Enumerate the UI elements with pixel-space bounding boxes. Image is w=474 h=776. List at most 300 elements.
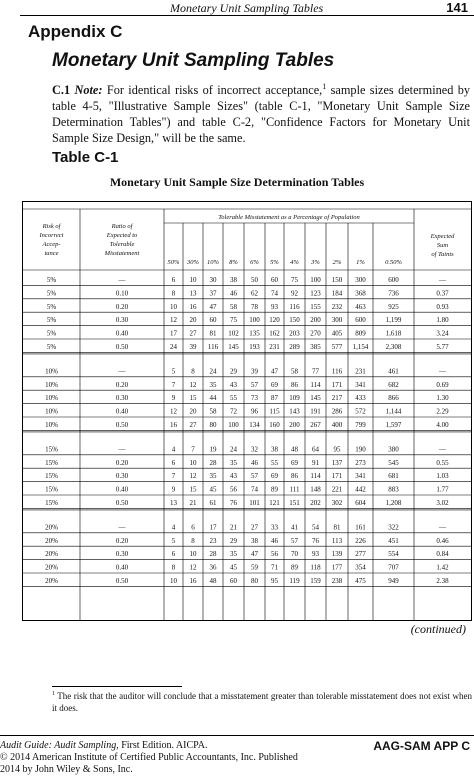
running-title: Monetary Unit Sampling Tables bbox=[170, 1, 324, 15]
cell-sample-size: 600 bbox=[355, 316, 366, 325]
cell-sample-size: 35 bbox=[230, 458, 237, 467]
cell-sample-size: 12 bbox=[170, 407, 177, 416]
cell-sample-size: 10 bbox=[170, 577, 177, 585]
cell-sample-size: 69 bbox=[291, 458, 298, 467]
cell-sample-size: 47 bbox=[271, 367, 278, 376]
cell-sample-size: 200 bbox=[289, 421, 300, 429]
cell-sample-size: 302 bbox=[331, 499, 343, 507]
page-number: 141 bbox=[446, 0, 468, 15]
page-title: Monetary Unit Sampling Tables bbox=[52, 50, 335, 71]
cell-sample-size: 4 bbox=[171, 445, 176, 454]
cell-sample-size: 682 bbox=[388, 380, 399, 389]
cell-sample-size: 12 bbox=[189, 563, 197, 572]
cell-taints: 4.00 bbox=[436, 421, 449, 429]
cell-sample-size: 35 bbox=[209, 380, 217, 389]
cell-taints: 2.38 bbox=[436, 577, 449, 585]
cell-sample-size: 143 bbox=[289, 407, 300, 416]
cell-sample-size: 10 bbox=[189, 550, 197, 559]
col-head-pct: 0.50% bbox=[385, 259, 402, 266]
cell-sample-size: 190 bbox=[355, 445, 366, 454]
cell-risk: 10% bbox=[45, 421, 58, 429]
cell-taints: — bbox=[439, 367, 446, 376]
col-head-risk: Accep- bbox=[42, 241, 61, 248]
guide-title: Audit Guide: Audit Sampling, bbox=[0, 740, 119, 751]
cell-sample-size: 75 bbox=[230, 316, 237, 325]
cell-sample-size: 35 bbox=[230, 550, 237, 559]
cell-sample-size: 20 bbox=[189, 316, 197, 325]
cell-sample-size: 59 bbox=[251, 563, 258, 572]
cell-sample-size: 47 bbox=[209, 302, 217, 311]
cell-taints: 1.42 bbox=[436, 563, 449, 572]
cell-sample-size: 54 bbox=[312, 523, 319, 532]
cell-sample-size: 56 bbox=[271, 550, 278, 559]
cell-sample-size: 27 bbox=[189, 329, 197, 338]
cell-sample-size: 70 bbox=[291, 550, 298, 559]
cell-sample-size: 7 bbox=[171, 472, 176, 481]
cell-sample-size: 100 bbox=[249, 316, 260, 325]
col-head-pct: 4% bbox=[290, 259, 299, 266]
cell-sample-size: 451 bbox=[388, 536, 399, 545]
cell-sample-size: 150 bbox=[331, 276, 343, 284]
cell-sample-size: 58 bbox=[230, 302, 237, 311]
cell-sample-size: 24 bbox=[230, 445, 237, 454]
cell-sample-size: 145 bbox=[310, 394, 321, 403]
cell-sample-size: 226 bbox=[355, 536, 366, 545]
col-head-pct: 6% bbox=[250, 259, 259, 266]
cell-sample-size: 46 bbox=[230, 289, 237, 298]
cell-sample-size: 12 bbox=[170, 316, 177, 325]
note-heading: Note: bbox=[74, 83, 103, 97]
cell-sample-size: 405 bbox=[331, 329, 343, 338]
cell-sample-size: 9 bbox=[171, 394, 176, 403]
cell-sample-size: 75 bbox=[291, 276, 298, 284]
cell-sample-size: 554 bbox=[388, 550, 399, 559]
cell-ratio: 0.20 bbox=[115, 380, 129, 389]
cell-risk: 10% bbox=[45, 407, 58, 416]
cell-sample-size: 134 bbox=[249, 421, 260, 429]
cell-sample-size: 949 bbox=[388, 577, 399, 585]
cell-sample-size: 93 bbox=[271, 302, 278, 311]
cell-sample-size: 55 bbox=[271, 458, 278, 467]
col-head-pct: 10% bbox=[207, 259, 219, 266]
cell-sample-size: 13 bbox=[189, 289, 197, 298]
spanner-heading: Tolerable Misstatement as a Percentage of Population bbox=[218, 214, 360, 221]
cell-sample-size: 102 bbox=[228, 329, 239, 338]
cell-taints: 1.30 bbox=[436, 394, 449, 403]
cell-sample-size: 203 bbox=[289, 329, 300, 338]
cell-sample-size: 461 bbox=[388, 367, 399, 376]
cell-sample-size: 145 bbox=[228, 343, 239, 351]
cell-sample-size: 354 bbox=[355, 563, 366, 572]
cell-taints: 2.29 bbox=[436, 407, 449, 416]
cell-sample-size: 76 bbox=[230, 499, 237, 507]
col-head-pct: 30% bbox=[187, 259, 199, 266]
cell-ratio: 0.50 bbox=[115, 499, 129, 507]
cell-sample-size: 600 bbox=[388, 276, 399, 284]
cell-sample-size: 116 bbox=[289, 302, 300, 311]
cell-ratio: 0.30 bbox=[115, 550, 129, 559]
cell-sample-size: 109 bbox=[289, 394, 300, 403]
cell-risk: 5% bbox=[46, 276, 57, 284]
cell-risk: 10% bbox=[45, 380, 58, 389]
cell-sample-size: 74 bbox=[251, 485, 258, 494]
cell-sample-size: 139 bbox=[331, 550, 343, 559]
cell-sample-size: 43 bbox=[230, 472, 237, 481]
col-head-pct: 1% bbox=[356, 259, 365, 266]
cell-sample-size: 24 bbox=[209, 367, 217, 376]
cell-sample-size: 202 bbox=[310, 499, 321, 507]
sample-size-table bbox=[22, 201, 472, 621]
cell-sample-size: 61 bbox=[209, 499, 217, 507]
cell-sample-size: 57 bbox=[251, 380, 258, 389]
cell-sample-size: 177 bbox=[331, 563, 343, 572]
cell-sample-size: 10 bbox=[189, 458, 197, 467]
cell-taints: — bbox=[439, 523, 446, 532]
cell-sample-size: 13 bbox=[170, 499, 177, 507]
cell-sample-size: 48 bbox=[209, 577, 217, 585]
cell-sample-size: 69 bbox=[271, 380, 278, 389]
cell-sample-size: 44 bbox=[209, 394, 217, 403]
cell-sample-size: 16 bbox=[170, 421, 177, 429]
cell-sample-size: 5 bbox=[171, 536, 176, 545]
cell-sample-size: 95 bbox=[333, 445, 341, 454]
cell-sample-size: 1,618 bbox=[385, 329, 402, 338]
cell-risk: 20% bbox=[45, 563, 58, 572]
cell-sample-size: 161 bbox=[355, 523, 366, 532]
cell-sample-size: 809 bbox=[355, 329, 366, 338]
cell-sample-size: 41 bbox=[291, 523, 298, 532]
cell-risk: 5% bbox=[46, 289, 57, 298]
cell-ratio: 0.40 bbox=[115, 407, 129, 416]
cell-sample-size: 73 bbox=[251, 394, 258, 403]
cell-sample-size: 121 bbox=[269, 499, 280, 507]
cell-sample-size: 46 bbox=[271, 536, 278, 545]
cell-risk: 15% bbox=[45, 485, 58, 494]
cell-sample-size: 64 bbox=[312, 445, 319, 454]
cell-sample-size: 380 bbox=[388, 445, 399, 454]
cell-taints: 0.55 bbox=[436, 458, 449, 467]
cell-sample-size: 4 bbox=[171, 523, 176, 532]
col-head-pct: 3% bbox=[311, 259, 320, 266]
cell-sample-size: 55 bbox=[230, 394, 237, 403]
cell-sample-size: 2,308 bbox=[385, 343, 402, 351]
cell-sample-size: 799 bbox=[355, 421, 366, 429]
cell-taints: 0.84 bbox=[436, 550, 449, 559]
cell-sample-size: 58 bbox=[291, 367, 298, 376]
cell-sample-size: 8 bbox=[191, 367, 195, 376]
cell-sample-size: 273 bbox=[355, 458, 366, 467]
cell-sample-size: 111 bbox=[289, 485, 300, 494]
note-paragraph bbox=[52, 82, 470, 146]
cell-sample-size: 1,154 bbox=[352, 343, 369, 351]
cell-risk: 20% bbox=[45, 523, 58, 532]
col-head-pct: 2% bbox=[332, 259, 342, 266]
cell-sample-size: 148 bbox=[310, 485, 321, 494]
cell-taints: 0.69 bbox=[436, 380, 449, 389]
cell-sample-size: 23 bbox=[209, 536, 217, 545]
cell-sample-size: 883 bbox=[388, 485, 399, 494]
cell-risk: 15% bbox=[45, 445, 58, 454]
cell-risk: 5% bbox=[46, 343, 57, 351]
cell-sample-size: 322 bbox=[388, 523, 399, 532]
cell-sample-size: 300 bbox=[355, 276, 366, 284]
cell-sample-size: 29 bbox=[230, 536, 237, 545]
cell-sample-size: 87 bbox=[271, 394, 278, 403]
guide-edition: First Edition. AICPA. bbox=[118, 740, 208, 751]
cell-sample-size: 81 bbox=[209, 329, 217, 338]
cell-sample-size: 100 bbox=[310, 276, 321, 284]
publication-info bbox=[0, 740, 310, 776]
cell-sample-size: 39 bbox=[189, 343, 197, 351]
cell-sample-size: 38 bbox=[251, 536, 258, 545]
cell-sample-size: 300 bbox=[331, 316, 343, 325]
cell-sample-size: 160 bbox=[269, 421, 280, 429]
footnote-marker: 1 bbox=[52, 691, 55, 697]
cell-sample-size: 341 bbox=[355, 472, 366, 481]
cell-risk: 20% bbox=[45, 550, 58, 559]
cell-sample-size: 151 bbox=[289, 499, 300, 507]
appendix-label: Appendix C bbox=[28, 22, 123, 41]
cell-sample-size: 57 bbox=[291, 536, 298, 545]
cell-ratio: 0.50 bbox=[115, 421, 129, 429]
cell-sample-size: 16 bbox=[189, 302, 197, 311]
cell-sample-size: 58 bbox=[209, 407, 217, 416]
col-head-ratio: Misstatement bbox=[104, 250, 140, 257]
cell-taints: — bbox=[439, 445, 446, 454]
cell-sample-size: 119 bbox=[289, 577, 300, 585]
cell-sample-size: 60 bbox=[230, 577, 237, 585]
cell-sample-size: 80 bbox=[209, 421, 217, 429]
cell-sample-size: 171 bbox=[331, 380, 343, 389]
cell-sample-size: 1,199 bbox=[385, 316, 402, 325]
col-head-ratio: Expected to bbox=[106, 232, 138, 239]
cell-sample-size: 76 bbox=[312, 536, 319, 545]
cell-sample-size: 100 bbox=[228, 421, 239, 429]
col-head-risk: Risk of bbox=[42, 223, 61, 230]
cell-sample-size: 114 bbox=[310, 472, 321, 481]
cell-taints: 1.77 bbox=[436, 485, 449, 494]
cell-sample-size: 38 bbox=[271, 445, 278, 454]
cell-taints: 0.93 bbox=[436, 302, 449, 311]
cell-sample-size: 86 bbox=[291, 380, 298, 389]
cell-sample-size: 29 bbox=[230, 367, 237, 376]
col-head-taints: of Taints bbox=[431, 251, 454, 258]
cell-sample-size: 69 bbox=[271, 472, 278, 481]
cell-sample-size: 78 bbox=[251, 302, 258, 311]
cell-sample-size: 159 bbox=[310, 577, 321, 585]
cell-sample-size: 113 bbox=[331, 536, 343, 545]
cell-sample-size: 137 bbox=[331, 458, 343, 467]
cell-ratio: 0.40 bbox=[115, 485, 129, 494]
cell-sample-size: 7 bbox=[191, 445, 195, 454]
cell-sample-size: 191 bbox=[310, 407, 321, 416]
cell-sample-size: 1,208 bbox=[385, 499, 402, 507]
cell-ratio: 0.50 bbox=[115, 343, 129, 351]
cell-sample-size: 96 bbox=[251, 407, 258, 416]
col-head-ratio: Tolerable bbox=[109, 241, 135, 248]
col-head-risk: tance bbox=[44, 250, 59, 257]
cell-taints: 1.80 bbox=[436, 316, 449, 325]
cell-sample-size: 21 bbox=[189, 499, 197, 507]
cell-sample-size: 24 bbox=[170, 343, 177, 351]
cell-sample-size: 6 bbox=[191, 523, 195, 532]
cell-sample-size: 45 bbox=[230, 563, 237, 572]
cell-taints: — bbox=[439, 276, 446, 284]
cell-sample-size: 17 bbox=[170, 329, 177, 338]
cell-ratio: 0.40 bbox=[115, 329, 129, 338]
cell-risk: 20% bbox=[45, 577, 58, 585]
cell-sample-size: 80 bbox=[251, 577, 258, 585]
cell-sample-size: 27 bbox=[189, 421, 197, 429]
cell-sample-size: 286 bbox=[331, 407, 343, 416]
cell-sample-size: 231 bbox=[269, 343, 280, 351]
cell-sample-size: 368 bbox=[355, 289, 366, 298]
cell-sample-size: 6 bbox=[171, 276, 176, 284]
cell-sample-size: 47 bbox=[251, 550, 258, 559]
cell-sample-size: 43 bbox=[230, 380, 237, 389]
cell-sample-size: 28 bbox=[209, 458, 217, 467]
cell-sample-size: 116 bbox=[331, 367, 343, 376]
section-code: AAG-SAM APP C bbox=[373, 739, 470, 753]
cell-sample-size: 5 bbox=[171, 367, 176, 376]
cell-sample-size: 433 bbox=[355, 394, 366, 403]
cell-sample-size: 16 bbox=[189, 577, 197, 585]
cell-sample-size: 577 bbox=[331, 343, 343, 351]
cell-sample-size: 15 bbox=[189, 394, 197, 403]
cell-sample-size: 8 bbox=[171, 289, 176, 298]
cell-risk: 5% bbox=[46, 329, 57, 338]
cell-sample-size: 9 bbox=[171, 485, 176, 494]
cell-sample-size: 118 bbox=[310, 563, 321, 572]
cell-sample-size: 81 bbox=[333, 523, 341, 532]
cell-sample-size: 400 bbox=[331, 421, 343, 429]
cell-sample-size: 48 bbox=[291, 445, 298, 454]
cell-sample-size: 200 bbox=[310, 316, 321, 325]
cell-sample-size: 572 bbox=[355, 407, 366, 416]
col-head-ratio: Ratio of bbox=[111, 223, 133, 230]
cell-taints: 3.02 bbox=[436, 499, 449, 507]
cell-sample-size: 62 bbox=[251, 289, 258, 298]
col-head-risk: Incorrect bbox=[39, 232, 64, 239]
cell-sample-size: 77 bbox=[312, 367, 319, 376]
cell-taints: 0.37 bbox=[436, 289, 449, 298]
cell-sample-size: 10 bbox=[170, 302, 177, 311]
cell-sample-size: 267 bbox=[310, 421, 321, 429]
cell-sample-size: 17 bbox=[209, 523, 217, 532]
cell-ratio: — bbox=[118, 445, 126, 454]
cell-ratio: — bbox=[118, 523, 126, 532]
note-footnote-ref: 1 bbox=[322, 81, 327, 91]
cell-sample-size: 707 bbox=[388, 563, 399, 572]
col-head-pct: 50% bbox=[167, 259, 180, 266]
cell-sample-size: 46 bbox=[251, 458, 258, 467]
cell-ratio: 0.30 bbox=[115, 394, 129, 403]
cell-sample-size: 184 bbox=[331, 289, 343, 298]
cell-ratio: 0.50 bbox=[115, 577, 129, 585]
cell-sample-size: 38 bbox=[230, 276, 237, 284]
cell-ratio: — bbox=[118, 276, 126, 284]
cell-sample-size: 681 bbox=[388, 472, 399, 481]
cell-sample-size: 341 bbox=[355, 380, 366, 389]
cell-sample-size: 217 bbox=[331, 394, 343, 403]
cell-sample-size: 56 bbox=[230, 485, 237, 494]
cell-taints: 0.46 bbox=[436, 536, 449, 545]
cell-sample-size: 28 bbox=[209, 550, 217, 559]
cell-sample-size: 86 bbox=[291, 472, 298, 481]
cell-sample-size: 114 bbox=[310, 380, 321, 389]
header-rule bbox=[20, 15, 474, 16]
cell-sample-size: 193 bbox=[249, 343, 260, 351]
cell-sample-size: 442 bbox=[355, 485, 366, 494]
cell-sample-size: 8 bbox=[171, 563, 176, 572]
footnote bbox=[52, 690, 472, 714]
cell-sample-size: 238 bbox=[331, 577, 343, 585]
note-text-2: sample sizes determined by table 4-5, "Illustrative Sample Sizes" (table C-1, "Monetary Unit Sample Size Determination Tables") and table C-2, "Confidence Factors for Monetary Unit Sample Size Design," will be the same. bbox=[52, 83, 471, 145]
cell-sample-size: 10 bbox=[189, 276, 197, 284]
running-header bbox=[0, 0, 474, 16]
col-head-taints: Sum bbox=[436, 242, 449, 249]
cell-sample-size: 93 bbox=[312, 550, 319, 559]
table-title: Monetary Unit Sample Size Determination Tables bbox=[109, 175, 365, 189]
cell-sample-size: 604 bbox=[355, 499, 366, 507]
cell-ratio: 0.20 bbox=[115, 302, 129, 311]
cell-sample-size: 736 bbox=[388, 289, 399, 298]
cell-sample-size: 289 bbox=[289, 343, 300, 351]
cell-risk: 5% bbox=[46, 316, 57, 325]
cell-sample-size: 116 bbox=[207, 343, 219, 351]
cell-taints: 3.24 bbox=[436, 329, 449, 338]
cell-sample-size: 385 bbox=[310, 343, 321, 351]
cell-sample-size: 123 bbox=[310, 289, 321, 298]
cell-sample-size: 89 bbox=[291, 563, 298, 572]
cell-sample-size: 21 bbox=[230, 523, 237, 532]
continued-label: (continued) bbox=[410, 622, 466, 636]
cell-taints: 5.77 bbox=[436, 343, 449, 351]
cell-sample-size: 270 bbox=[310, 329, 321, 338]
cell-sample-size: 39 bbox=[251, 367, 258, 376]
footer-rule bbox=[0, 735, 474, 736]
cell-sample-size: 27 bbox=[251, 523, 258, 532]
cell-sample-size: 475 bbox=[355, 577, 366, 585]
cell-ratio: 0.30 bbox=[115, 472, 129, 481]
cell-sample-size: 32 bbox=[251, 445, 258, 454]
copyright-text: © 2014 American Institute of Certified Public Accountants, Inc. Published 2014 by John Wiley & Sons, Inc. bbox=[0, 752, 298, 775]
cell-sample-size: 155 bbox=[310, 302, 321, 311]
cell-sample-size: 19 bbox=[209, 445, 217, 454]
col-head-taints: Expected bbox=[430, 233, 455, 240]
cell-sample-size: 36 bbox=[209, 563, 217, 572]
cell-sample-size: 171 bbox=[331, 472, 343, 481]
cell-sample-size: 463 bbox=[355, 302, 366, 311]
cell-sample-size: 60 bbox=[271, 276, 278, 284]
cell-ratio: 0.30 bbox=[115, 316, 129, 325]
cell-sample-size: 35 bbox=[209, 472, 217, 481]
cell-sample-size: 89 bbox=[271, 485, 278, 494]
cell-sample-size: 92 bbox=[291, 289, 298, 298]
cell-sample-size: 6 bbox=[171, 550, 176, 559]
cell-risk: 15% bbox=[45, 472, 58, 481]
cell-sample-size: 231 bbox=[355, 367, 366, 376]
table-label: Table C-1 bbox=[52, 149, 119, 166]
cell-risk: 15% bbox=[45, 458, 58, 467]
cell-risk: 15% bbox=[45, 499, 58, 507]
note-number: C.1 bbox=[52, 83, 71, 97]
footnote-rule bbox=[52, 686, 182, 687]
cell-sample-size: 60 bbox=[209, 316, 217, 325]
cell-ratio: — bbox=[118, 367, 126, 376]
cell-sample-size: 33 bbox=[271, 523, 278, 532]
cell-sample-size: 1,144 bbox=[385, 407, 402, 416]
